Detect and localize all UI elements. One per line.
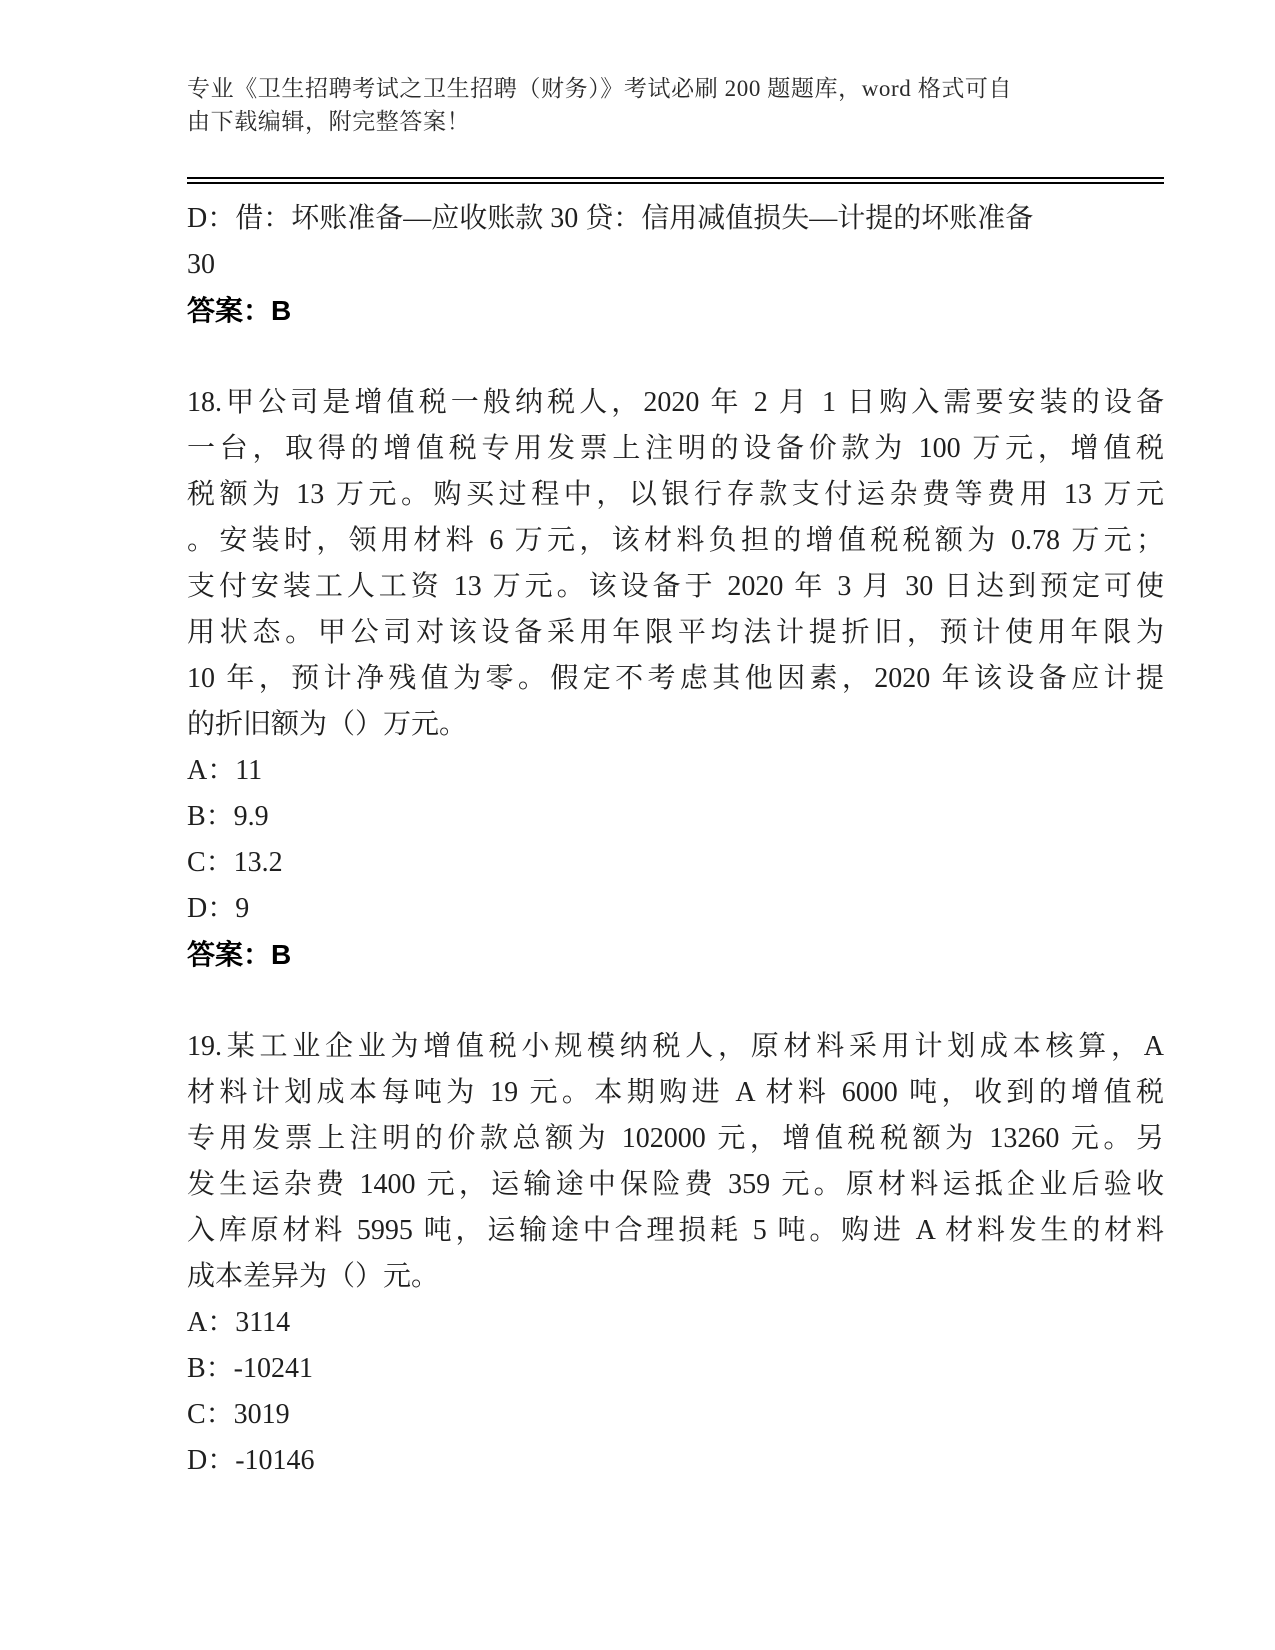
q19-option-b: B：-10241 [187, 1353, 314, 1384]
header-line-2: 由下载编辑，附完整答案！ [187, 109, 471, 134]
q18-option-d: D：9 [187, 893, 250, 924]
header-line-1: 专业《卫生招聘考试之卫生招聘（财务）》考试必刷 200 题题库，word 格式可自 [187, 76, 1013, 101]
q18-text-line-8: 的折旧额为（）万元。 [187, 709, 468, 740]
q19-option-a: A：3114 [187, 1307, 291, 1338]
q18-text-line-7: 10 年，预计净残值为零。假定不考虑其他因素，2020 年该设备应计提 [187, 663, 1164, 694]
q18-answer: 答案：B [187, 939, 292, 970]
q18-text-line-4: 。安装时，领用材料 6 万元，该材料负担的增值税税额为 0.78 万元； [187, 525, 1164, 556]
block-gap [187, 334, 1164, 380]
q18-text-line-2: 一台，取得的增值税专用发票上注明的设备价款为 100 万元，增值税 [187, 433, 1164, 464]
q18-text-line-1: 18.甲公司是增值税一般纳税人，2020 年 2 月 1 日购入需要安装的设备 [187, 387, 1164, 418]
q18-text-line-3: 税额为 13 万元。购买过程中，以银行存款支付运杂费等费用 13 万元 [187, 479, 1164, 510]
document-body [187, 196, 1164, 1484]
q19-text-line-6: 成本差异为（）元。 [187, 1261, 440, 1292]
q17-option-d-line-2: 30 [187, 249, 215, 280]
q18-option-b: B：9.9 [187, 801, 269, 832]
q17-answer: 答案：B [187, 295, 292, 326]
q19-text-line-2: 材料计划成本每吨为 19 元。本期购进 A 材料 6000 吨，收到的增值税 [187, 1077, 1164, 1108]
q18-text-line-6: 用状态。甲公司对该设备采用年限平均法计提折旧，预计使用年限为 [187, 617, 1164, 648]
q17-option-d-line-1: D：借：坏账准备—应收账款 30 贷：信用减值损失—计提的坏账准备 [187, 203, 1034, 234]
header-divider-double-rule [187, 177, 1164, 184]
q19-text-line-5: 入库原材料 5995 吨，运输途中合理损耗 5 吨。购进 A 材料发生的材料 [187, 1215, 1164, 1246]
page-header [187, 72, 1167, 138]
q19-text-line-3: 专用发票上注明的价款总额为 102000 元，增值税税额为 13260 元。另 [187, 1123, 1164, 1154]
q19-text-line-1: 19.某工业企业为增值税小规模纳税人，原材料采用计划成本核算，A [187, 1031, 1164, 1062]
q18-option-c: C：13.2 [187, 847, 283, 878]
block-gap [187, 978, 1164, 1024]
q19-text-line-4: 发生运杂费 1400 元，运输途中保险费 359 元。原材料运抵企业后验收 [187, 1169, 1164, 1200]
q19-option-c: C：3019 [187, 1399, 290, 1430]
q18-option-a: A：11 [187, 755, 263, 786]
q18-text-line-5: 支付安装工人工资 13 万元。该设备于 2020 年 3 月 30 日达到预定可使 [187, 571, 1164, 602]
q19-option-d: D：-10146 [187, 1445, 315, 1476]
